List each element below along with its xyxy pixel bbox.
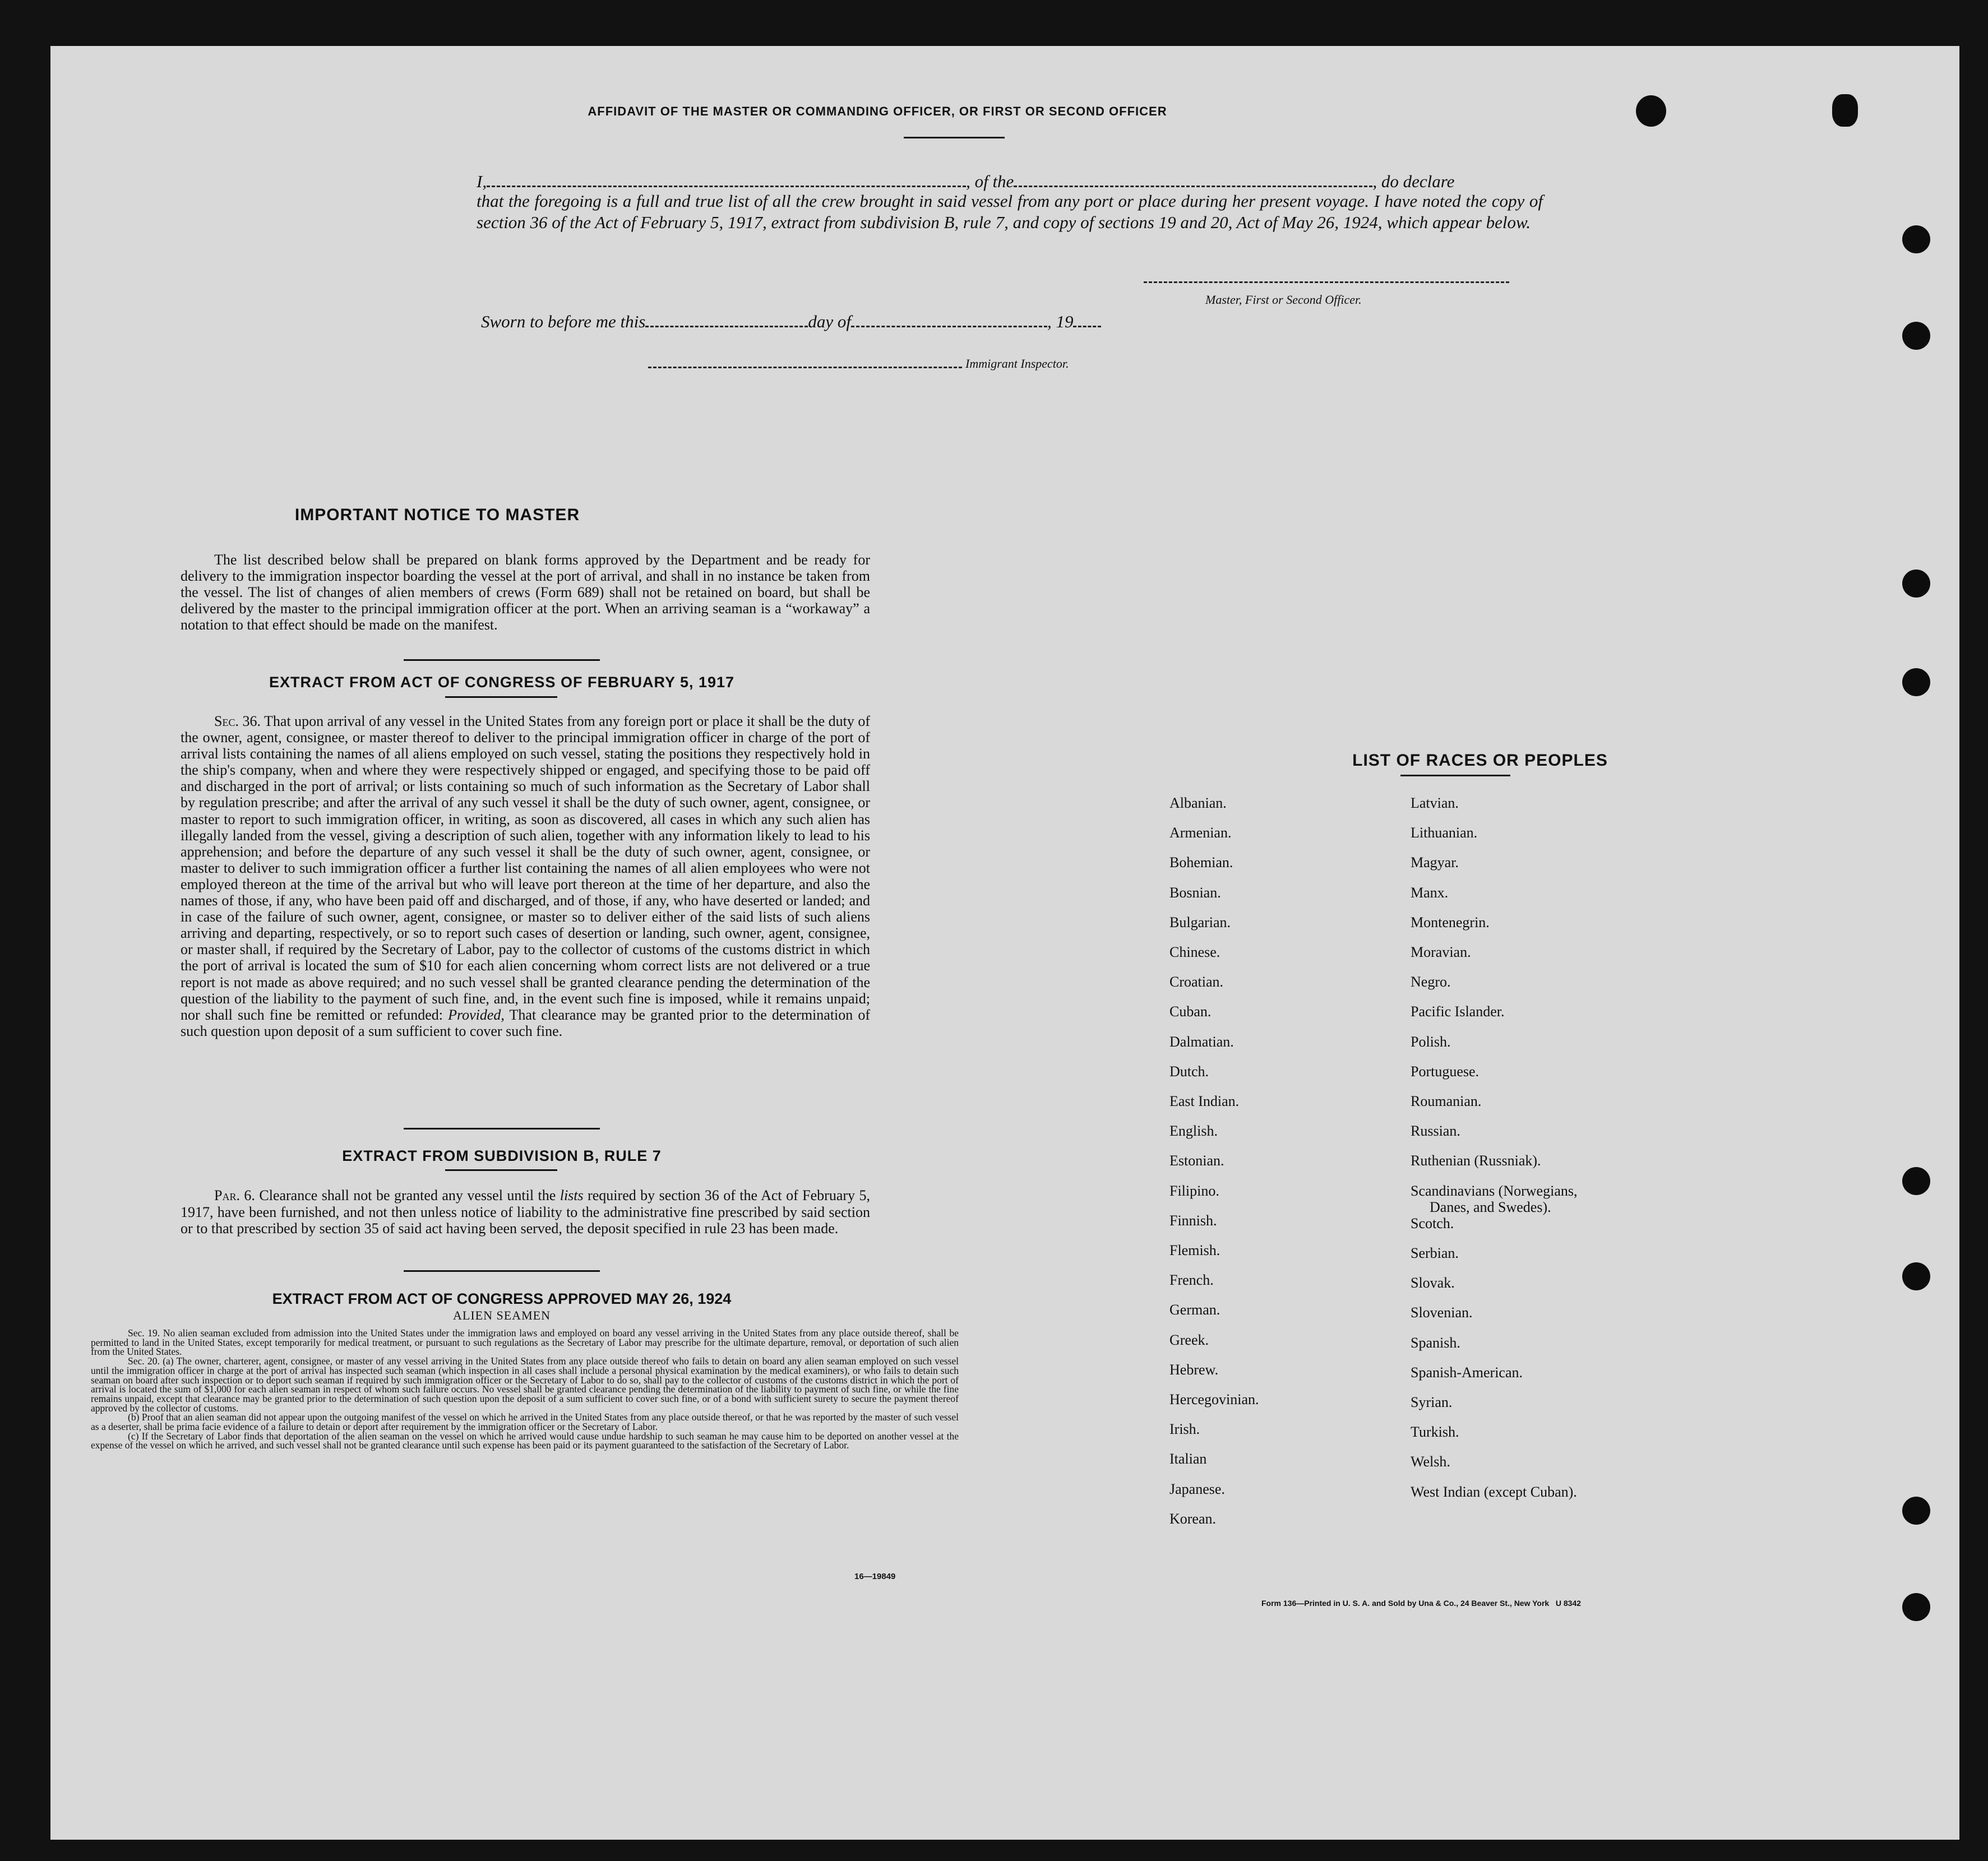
race-item: Slovak. [1411, 1275, 1455, 1291]
rule-7-body [181, 1187, 870, 1237]
race-item: Flemish. [1169, 1242, 1220, 1258]
race-item: Scandinavians (Norwegians, [1411, 1182, 1578, 1199]
race-item: Filipino. [1169, 1182, 1219, 1199]
affidavit-title: AFFIDAVIT OF THE MASTER OR COMMANDING OFFICER, OR FIRST OR SECOND OFFICER [588, 104, 1167, 118]
punch-hole [1902, 1262, 1930, 1290]
extract-1917-body [181, 713, 870, 1039]
race-item: German. [1169, 1302, 1220, 1318]
extract-1917-title: EXTRACT FROM ACT OF CONGRESS OF FEBRUARY 5, 1917 [269, 674, 735, 691]
divider [445, 696, 557, 698]
sworn-day-blank[interactable] [645, 308, 808, 327]
race-item: Pacific Islander. [1411, 1003, 1505, 1020]
race-item: Latvian. [1411, 795, 1459, 811]
divider [404, 1128, 600, 1129]
race-item: Slovenian. [1411, 1304, 1473, 1321]
punch-hole [1902, 322, 1930, 350]
sworn-line [481, 308, 1101, 332]
rule-7-text-b: required by section 36 of the Act of February 5, 1917, have been furnished, and not then unless notice of liability to the administrative fine prescribed by said section or to that prescribed by section 35 of said act having been served, the deposit specified in rule 23 has been made. [181, 1187, 870, 1237]
master-signature-label: Master, First or Second Officer. [1205, 293, 1362, 307]
affidavit-declare-label: , do declare [1372, 172, 1455, 191]
race-item: Cuban. [1169, 1003, 1212, 1020]
race-item: Italian [1169, 1451, 1207, 1467]
race-item: Hercegovinian. [1169, 1391, 1259, 1408]
race-item: Russian. [1411, 1123, 1460, 1140]
section-20b-text: (b) Proof that an alien seaman did not appear upon the outgoing manifest of the vessel on which he arrived in the United States from any place outside thereof, or that he was reported by the master of such vessel as a deserter, shall be prima facie evidence of a failure to detain or deport after requirement by the immigration officer or the Secretary of Labor. [91, 1411, 959, 1433]
race-item: Polish. [1411, 1033, 1451, 1050]
race-item: Finnish. [1169, 1212, 1217, 1229]
race-item: English. [1169, 1123, 1218, 1140]
section-36-label: Sec. 36. [214, 713, 261, 729]
punch-hole [1636, 95, 1666, 127]
race-item: Roumanian. [1411, 1093, 1482, 1109]
sworn-month-blank[interactable] [851, 308, 1047, 327]
race-item: Japanese. [1169, 1480, 1225, 1497]
race-item: Korean. [1169, 1510, 1217, 1527]
form-code: 16—19849 [854, 1572, 896, 1581]
race-item: Portuguese. [1411, 1063, 1480, 1080]
race-item: Turkish. [1411, 1424, 1459, 1441]
race-item: Dutch. [1169, 1063, 1209, 1080]
race-item: Scotch. [1411, 1215, 1454, 1232]
punch-hole [1902, 570, 1930, 598]
inspector-label: Immigrant Inspector. [965, 357, 1069, 371]
race-item: Dalmatian. [1169, 1033, 1234, 1050]
race-item: Serbian. [1411, 1245, 1459, 1261]
races-title: LIST OF RACES OR PEOPLES [1352, 751, 1608, 770]
race-item: Estonian. [1169, 1152, 1224, 1169]
race-item: Irish. [1169, 1421, 1200, 1438]
race-item: Lithuanian. [1411, 825, 1478, 841]
lists-word: lists [560, 1187, 584, 1203]
affidavit-body: that the foregoing is a full and true list of all the crew brought in said vessel from any port or place during her present voyage. I have noted the copy of section 36 of the Act of February 5, 1917, extract from subdivision B, rule 7, and copy of sections 19 and 20, Act of May 26, 1924, which appear below. [477, 191, 1543, 232]
race-item: Bohemian. [1169, 854, 1233, 871]
provided-label: Provided, [448, 1006, 505, 1023]
punch-hole [1902, 225, 1930, 253]
race-item: Chinese. [1169, 944, 1220, 960]
punch-hole [1902, 1497, 1930, 1525]
affidavit-i-label: I, [477, 172, 487, 191]
divider [904, 137, 1005, 138]
year-label: , 19 [1047, 312, 1074, 331]
race-item: Negro. [1411, 974, 1451, 990]
vessel-blank[interactable] [1014, 168, 1372, 187]
day-of-label: day of [808, 312, 851, 331]
section-20c-text: (c) If the Secretary of Labor finds that deportation of the alien seaman on the vessel on which he arrived would cause undue hardship to such seaman he may cause him to be deported on another vessel at the expense of the vessel on which he arrived, and such vessel shall not be granted clearance until such expense has been paid or its payment guaranteed to the satisfaction of the Secretary of Labor. [91, 1430, 959, 1451]
race-item: Armenian. [1169, 825, 1232, 841]
document-page [50, 46, 1959, 1840]
paragraph-6-label: Par. 6. [214, 1187, 255, 1203]
section-19-text: Sec. 19. No alien seaman excluded from admission into the United States under the immigration laws and employed on board any vessel arriving in the United States from any place outside thereof, shall be permitted to land in the United States, except temporarily for medical treatment, or pursuant to such regulations as the Secretary of Labor may prescribe for the ultimate departure, removal, or deportation of such alien from the United States. [91, 1327, 959, 1358]
notice-body: The list described below shall be prepared on blank forms approved by the Department and be ready for delivery to the immigration inspector boarding the vessel at the port of arrival, and shall in no instance be taken from the vessel. The list of changes of alien members of crews (Form 689) shall not be retained on board, but shall be delivered by the master to the principal immigration officer at the port. When an arriving seaman is a “workaway” a notation to that effect should be made on the manifest. [181, 552, 870, 633]
race-item: Croatian. [1169, 974, 1224, 990]
race-item: Spanish. [1411, 1334, 1460, 1351]
punch-hole [1902, 1593, 1930, 1621]
extract-1924-title: EXTRACT FROM ACT OF CONGRESS APPROVED MAY 26, 1924 [272, 1290, 732, 1307]
section-36-text: That upon arrival of any vessel in the United States from any foreign port or place it shall be the duty of the owner, agent, consignee, or master thereof to deliver to the principal immigration officer in charge of the port of arrival lists containing the names of all aliens employed on such vessel, stating the positions they respectively hold in the ship's company, when and where they were respectively shipped or engaged, and specifying those to be paid off and discharged in the port of arrival; or lists containing so much of such information as the Secretary of Labor shall by regulation prescribe; and after the arrival of any such vessel it shall be the duty of such owner, agent, consignee, or master to report to such immigration officer, in writing, as soon as discovered, all cases in which any such alien has illegally landed from the vessel, giving a description of such alien, together with any information likely to lead to his apprehension; and before the departure of any such vessel it shall be the duty of such owner, agent, consignee, or master to deliver to such immigration officer a further list containing the names of all alien employees who were not employed thereon at the time of the arrival but who will leave port thereon at the time of her departure, and also the names of those, if any, who have been paid off and discharged, and of those, if any, who have deserted or landed; and in case of the failure of such owner, agent, consignee, or master so to deliver either of the said lists of such aliens arriving and departing, respectively, or so to report such cases of desertion or landing, such owner, agent, consignee, or master shall, if required by the Secretary of Labor, pay to the collector of customs of the customs district in which the port of arrival is located the sum of $10 for each alien concerning whom correct lists are not delivered or a true report is not made as above required; and no such vessel shall be granted clearance pending the determination of the question of the liability to the payment of such fine, and, in the event such fine is imposed, while it remains unpaid; nor shall such fine be remitted or refunded: [181, 713, 870, 1023]
sworn-label: Sworn to before me this [481, 312, 646, 331]
sworn-year-blank[interactable] [1073, 308, 1101, 327]
race-item: Montenegrin. [1411, 914, 1490, 930]
race-item: Bosnian. [1169, 884, 1221, 901]
rule-7-title: EXTRACT FROM SUBDIVISION B, RULE 7 [342, 1147, 662, 1164]
affidavit-declare-line [477, 168, 1542, 192]
race-item: Albanian. [1169, 795, 1227, 811]
race-item: Moravian. [1411, 944, 1471, 960]
affidavit-of-label: , of the [966, 172, 1014, 191]
divider [1400, 775, 1510, 776]
divider [404, 659, 600, 661]
race-item: Welsh. [1411, 1453, 1450, 1470]
alien-seamen-subtitle: ALIEN SEAMEN [453, 1308, 551, 1322]
race-item: Greek. [1169, 1331, 1209, 1348]
master-signature-blank[interactable] [1144, 281, 1509, 283]
extract-1924-body [91, 1328, 959, 1450]
punch-hole [1902, 1167, 1930, 1195]
section-36-end: That clearance may be granted prior to the determination of such question upon deposit of a sum sufficient to cover such fine. [181, 1006, 871, 1039]
race-item: Bulgarian. [1169, 914, 1231, 930]
race-item: Danes, and Swedes). [1430, 1198, 1551, 1215]
punch-hole [1902, 668, 1930, 696]
name-blank[interactable] [487, 168, 966, 187]
race-item: Ruthenian (Russniak). [1411, 1152, 1541, 1169]
printer-footer: Form 136—Printed in U. S. A. and Sold by Una & Co., 24 Beaver St., New York U 8342 [1261, 1599, 1582, 1608]
race-item: Magyar. [1411, 854, 1459, 871]
section-20a-text: Sec. 20. (a) The owner, charterer, agent, consignee, or master of any vessel arriving in the United States from any place outside thereof who fails to detain on board any alien seaman employed on such vessel until the immigration officer in charge at the port of arrival has inspected such seaman (which inspection in all cases shall include a personal physical examination by the medical examiners), or who fails to detain such seaman on board after such inspection or to deport such seaman if required by such immigration officer or the Secretary of Labor to do so, shall pay to the collector of customs of the customs district in which the port of arrival is located the sum of $1,000 for each alien seaman in respect of whom such failure occurs. No vessel shall be granted clearance pending the determination of the liability to payment of such fine, or while the fine remains unpaid, except that clearance may be granted prior to the determination of such question upon the deposit of a sum sufficient to cover such fine, or of a bond with sufficient surety to secure the payment thereof approved by the collector of customs. [91, 1355, 959, 1414]
inspector-signature-blank[interactable] [648, 367, 962, 368]
rule-7-text-a: Clearance shall not be granted any vessel until the [259, 1187, 556, 1203]
race-item: French. [1169, 1272, 1214, 1289]
race-item: West Indian (except Cuban). [1411, 1483, 1577, 1500]
notice-title: IMPORTANT NOTICE TO MASTER [294, 506, 580, 524]
punch-hole [1832, 94, 1858, 127]
race-item: East Indian. [1169, 1093, 1240, 1109]
race-item: Spanish-American. [1411, 1364, 1523, 1381]
race-item: Manx. [1411, 884, 1449, 901]
divider [404, 1270, 600, 1272]
race-item: Hebrew. [1169, 1361, 1219, 1378]
race-item: Syrian. [1411, 1394, 1453, 1410]
divider [445, 1169, 557, 1171]
